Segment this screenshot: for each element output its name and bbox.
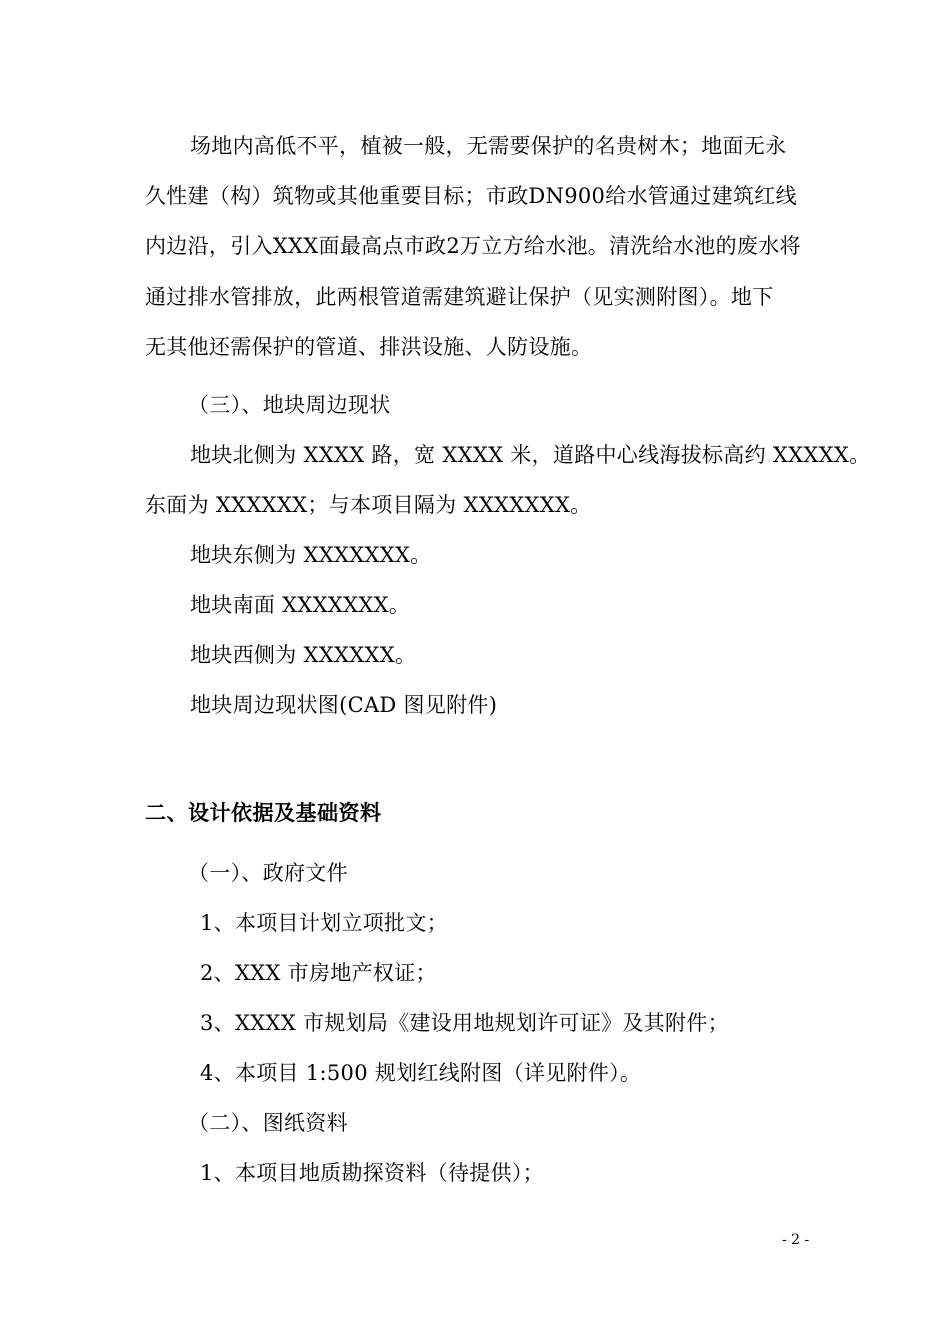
- gov-docs-item-1: 1、本项目计划立项批文；: [200, 911, 448, 935]
- gov-docs-item-3: 3、XXXX 市规划局《建设用地规划许可证》及其附件；: [200, 1011, 729, 1035]
- drawings-title: （二）、图纸资料: [188, 1111, 348, 1135]
- site-paragraph-line-3: 内边沿，引入XXX面最高点市政2万立方给水池。清洗给水池的废水将: [145, 234, 801, 258]
- section-heading: 二、设计依据及基础资料: [145, 800, 382, 825]
- surroundings-title: （三）、地块周边现状: [188, 393, 391, 417]
- gov-docs-title: （一）、政府文件: [188, 861, 348, 885]
- surroundings-north-line-1: 地块北侧为 XXXX 路，宽 XXXX 米，道路中心线海拔标高约 XXXXX。: [190, 443, 871, 467]
- surroundings-north-line-2: 东面为 XXXXXX；与本项目隔为 XXXXXXX。: [145, 493, 592, 517]
- site-paragraph-line-4: 通过排水管排放，此两根管道需建筑避让保护（见实测附图）。地下: [145, 285, 774, 309]
- site-paragraph-line-5: 无其他还需保护的管道、排洪设施、人防设施。: [145, 335, 593, 359]
- site-paragraph-line-2: 久性建（构）筑物或其他重要目标；市政DN900给水管通过建筑红线: [145, 184, 797, 208]
- surroundings-west: 地块西侧为 XXXXXX。: [190, 643, 417, 667]
- surroundings-map-note: 地块周边现状图(CAD 图见附件): [190, 693, 498, 717]
- surroundings-east: 地块东侧为 XXXXXXX。: [190, 543, 432, 567]
- surroundings-south: 地块南面 XXXXXXX。: [190, 593, 411, 617]
- gov-docs-item-2: 2、XXX 市房地产权证；: [200, 961, 437, 985]
- drawings-item-1: 1、本项目地质勘探资料（待提供）；: [200, 1161, 544, 1185]
- page-number: - 2 -: [782, 1232, 810, 1248]
- site-paragraph-line-1: 场地内高低不平，植被一般，无需要保护的名贵树木；地面无永: [190, 134, 787, 158]
- gov-docs-item-4: 4、本项目 1:500 规划红线附图（详见附件）。: [200, 1061, 642, 1085]
